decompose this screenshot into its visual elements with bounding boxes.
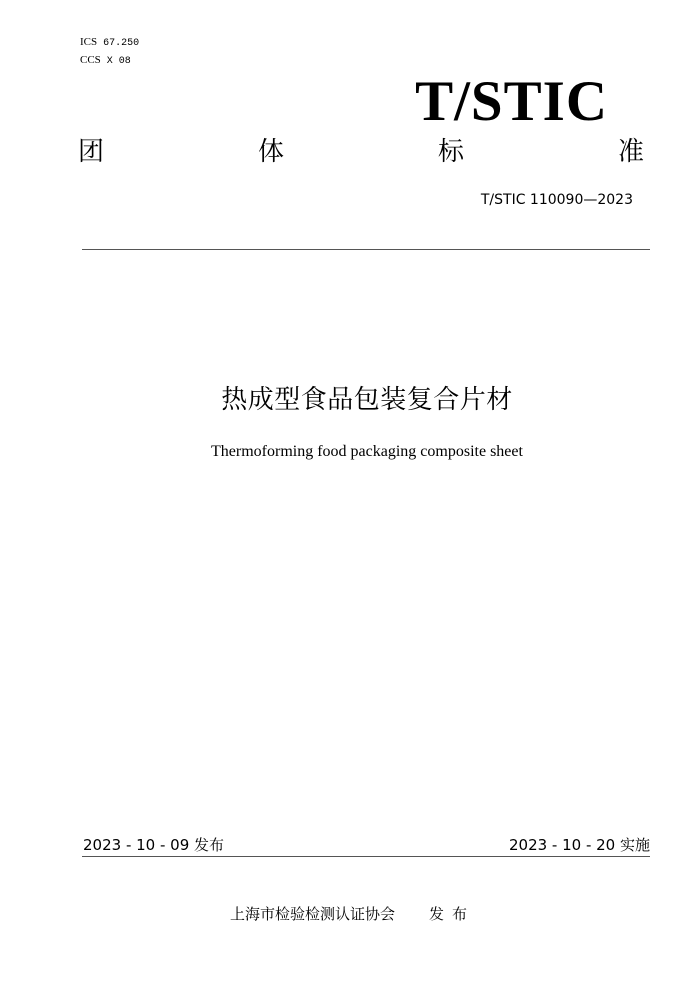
document-title-en: Thermoforming food packaging composite sheet [211,443,523,460]
ics-code: 67.250 [103,38,140,49]
standard-category [78,134,644,170]
ccs-label: CCS [80,54,101,66]
brand-logo-text: T/STIC [415,70,608,133]
ics-label: ICS [80,36,98,48]
document-title-zh: 热成型食品包装复合片材 [221,385,513,415]
publisher-name: 上海市检验检测认证协会 [230,905,396,923]
category-char-1: 团 [78,137,105,167]
ccs-code: X 08 [106,56,131,67]
publisher [230,904,475,924]
implementation-date: 2023 - 10 - 20 实施 [508,836,650,854]
issue-date: 2023 - 10 - 09 发布 [83,836,225,854]
footer-divider [82,856,650,857]
category-char-3: 标 [437,137,464,167]
category-char-2: 体 [257,137,284,167]
publish-label: 发布 [429,905,476,923]
ics-classification [80,35,139,51]
standard-number: T/STIC 110090—2023 [480,192,633,208]
header-divider [82,249,650,250]
category-char-4: 准 [617,137,644,167]
ccs-classification [80,53,131,69]
